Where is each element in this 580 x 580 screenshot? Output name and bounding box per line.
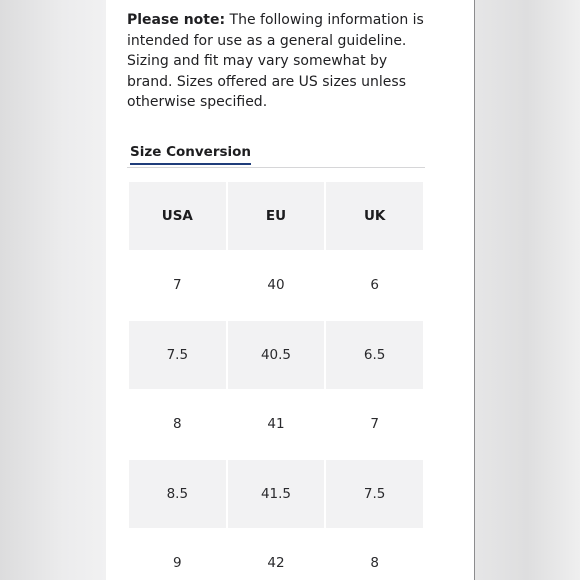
cell-uk: 8: [325, 529, 424, 580]
table-row: [128, 390, 424, 460]
cell-uk: 7.5: [325, 459, 424, 529]
column-header-uk: UK: [325, 181, 424, 251]
cell-usa: 8: [128, 390, 227, 460]
guideline-note: [127, 10, 427, 113]
background-left: [0, 0, 106, 580]
table-row: [128, 529, 424, 580]
cell-usa: 9: [128, 529, 227, 580]
table-header-row: [128, 181, 424, 251]
size-conversion-table: [127, 180, 425, 580]
column-header-usa: USA: [128, 181, 227, 251]
cell-eu: 41.5: [227, 459, 326, 529]
cell-uk: 6.5: [325, 320, 424, 390]
column-header-eu: EU: [227, 181, 326, 251]
table-row: [128, 320, 424, 390]
table-row: [128, 251, 424, 321]
cell-usa: 7.5: [128, 320, 227, 390]
cell-eu: 40: [227, 251, 326, 321]
cell-uk: 7: [325, 390, 424, 460]
cell-uk: 6: [325, 251, 424, 321]
background-divider: [474, 0, 475, 580]
background-right: [474, 0, 580, 580]
cell-eu: 42: [227, 529, 326, 580]
tab-size-conversion[interactable]: Size Conversion: [130, 144, 251, 165]
note-text: The following information is intended for use as a general guideline. Sizing and fit may vary somewhat by brand. Sizes offered are US sizes unless otherwise specified.: [127, 12, 424, 110]
note-label: Please note:: [127, 12, 226, 28]
size-conversion-tab-bar: [127, 143, 425, 168]
table-row: [128, 459, 424, 529]
cell-eu: 41: [227, 390, 326, 460]
content-panel: [106, 0, 474, 580]
cell-usa: 7: [128, 251, 227, 321]
cell-eu: 40.5: [227, 320, 326, 390]
cell-usa: 8.5: [128, 459, 227, 529]
